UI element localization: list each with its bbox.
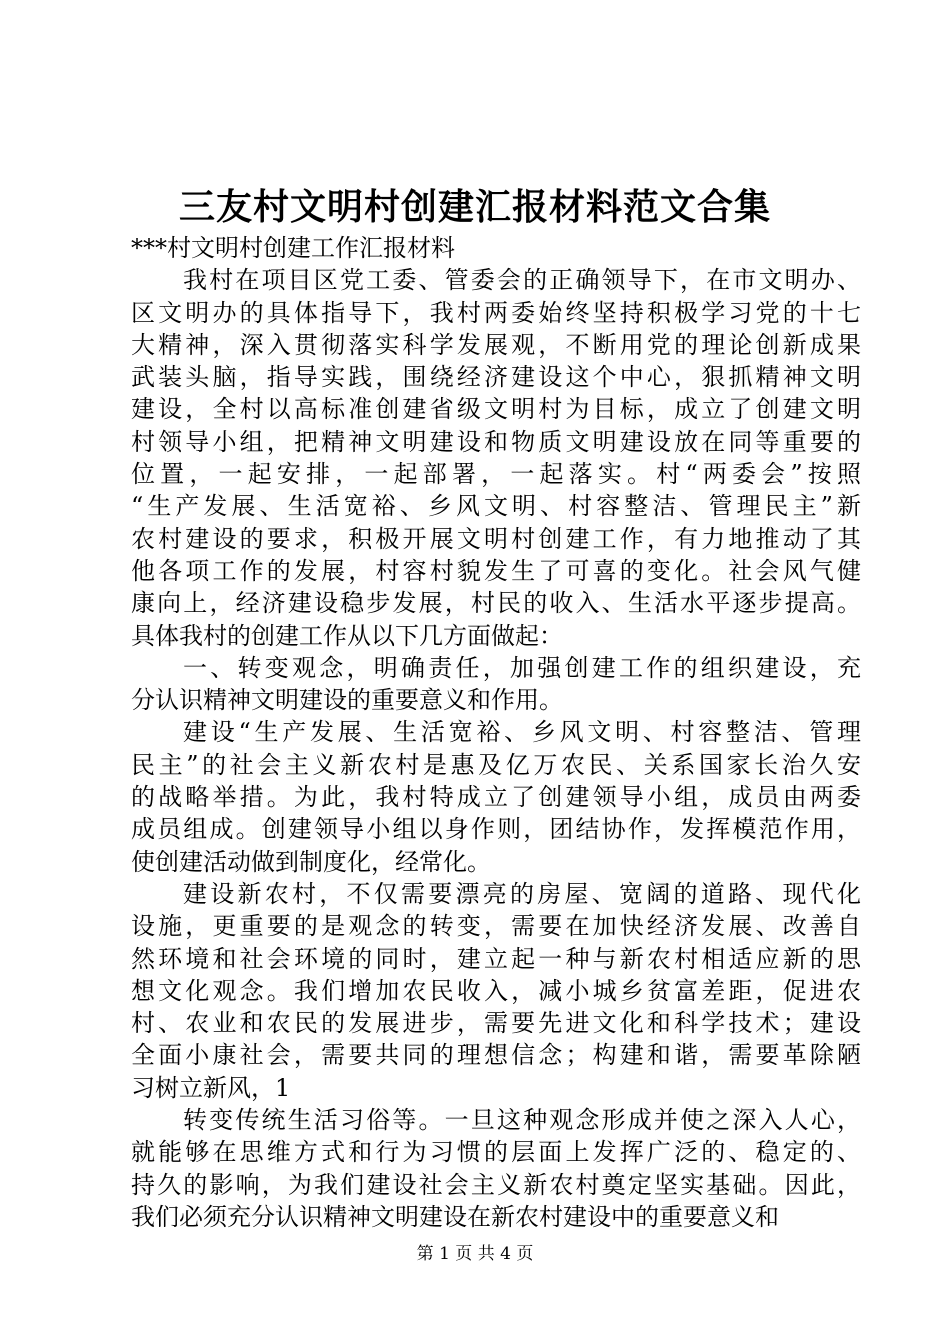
paragraph-line: 设施，更重要的是观念的转变，需要在加快经济发展、改善自 bbox=[131, 912, 861, 941]
paragraph bbox=[131, 1104, 861, 1233]
paragraph-line: 全面小康社会，需要共同的理想信念；构建和谐，需要革除陋 bbox=[131, 1041, 861, 1070]
paragraph bbox=[131, 716, 861, 877]
paragraph-line: “生产发展、生活宽裕、乡风文明、村容整洁、管理民主”新 bbox=[131, 492, 861, 521]
paragraph-line: 分认识精神文明建设的重要意义和作用。 bbox=[131, 686, 563, 715]
paragraph-line: 区文明办的具体指导下，我村两委始终坚持积极学习党的十七 bbox=[131, 298, 861, 327]
paragraph-line: 具体我村的创建工作从以下几方面做起： bbox=[131, 621, 563, 650]
paragraph-line: 持久的影响，为我们建设社会主义新农村奠定坚实基础。因此， bbox=[131, 1170, 861, 1199]
paragraph-line: 使创建活动做到制度化，经常化。 bbox=[131, 847, 491, 876]
document-body bbox=[131, 232, 861, 1233]
paragraph-line: 村领导小组，把精神文明建设和物质文明建设放在同等重要的 bbox=[131, 427, 861, 456]
paragraph-line: 建设，全村以高标准创建省级文明村为目标，成立了创建文明 bbox=[131, 395, 861, 424]
paragraph-line: 转变传统生活习俗等。一旦这种观念形成并使之深入人心， bbox=[183, 1106, 861, 1135]
paragraph-line: 康向上，经济建设稳步发展，村民的收入、生活水平逐步提高。 bbox=[131, 589, 861, 618]
paragraph-line: 民主”的社会主义新农村是惠及亿万农民、关系国家长治久安 bbox=[131, 750, 861, 779]
paragraph-line: 想文化观念。我们增加农民收入，减小城乡贫富差距，促进农 bbox=[131, 976, 861, 1005]
paragraph bbox=[131, 652, 861, 717]
paragraph-line: 建设“生产发展、生活宽裕、乡风文明、村容整洁、管理 bbox=[183, 718, 861, 747]
paragraph-line: 建设新农村，不仅需要漂亮的房屋、宽阔的道路、现代化 bbox=[183, 879, 861, 908]
page-number-footer: 第 1 页 共 4 页 bbox=[416, 1244, 534, 1264]
paragraph-line: 村、农业和农民的发展进步，需要先进文化和科学技术；建设 bbox=[131, 1009, 861, 1038]
paragraph-line: 然环境和社会环境的同时，建立起一种与新农村相适应新的思 bbox=[131, 944, 861, 973]
paragraph-line: 大精神，深入贯彻落实科学发展观，不断用党的理论创新成果 bbox=[131, 330, 861, 359]
paragraph-line: 农村建设的要求，积极开展文明村创建工作，有力地推动了其 bbox=[131, 524, 861, 553]
paragraph-line: 成员组成。创建领导小组以身作则，团结协作，发挥模范作用， bbox=[131, 815, 861, 844]
paragraph-line: 一、转变观念，明确责任，加强创建工作的组织建设，充 bbox=[183, 653, 861, 682]
paragraph-line: 位置，一起安排，一起部署，一起落实。村“两委会”按照 bbox=[131, 460, 861, 489]
paragraph-line: 就能够在思维方式和行为习惯的层面上发挥广泛的、稳定的、 bbox=[131, 1138, 861, 1167]
paragraph bbox=[131, 878, 861, 1104]
paragraph-line: 他各项工作的发展，村容村貌发生了可喜的变化。社会风气健 bbox=[131, 556, 861, 585]
paragraph-line: 的战略举措。为此，我村特成立了创建领导小组，成员由两委 bbox=[131, 783, 861, 812]
document-title: 三友村文明村创建汇报材料范文合集 bbox=[178, 186, 771, 228]
paragraph-line: 习树立新风，1 bbox=[131, 1073, 291, 1102]
document-subtitle: ***村文明村创建工作汇报材料 bbox=[131, 234, 455, 262]
paragraph-line: 武装头脑，指导实践，围绕经济建设这个中心，狠抓精神文明 bbox=[131, 363, 861, 392]
paragraph-line: 我们必须充分认识精神文明建设在新农村建设中的重要意义和 bbox=[131, 1202, 779, 1231]
paragraph-line: 我村在项目区党工委、管委会的正确领导下，在市文明办、 bbox=[183, 266, 861, 295]
paragraph bbox=[131, 264, 861, 652]
